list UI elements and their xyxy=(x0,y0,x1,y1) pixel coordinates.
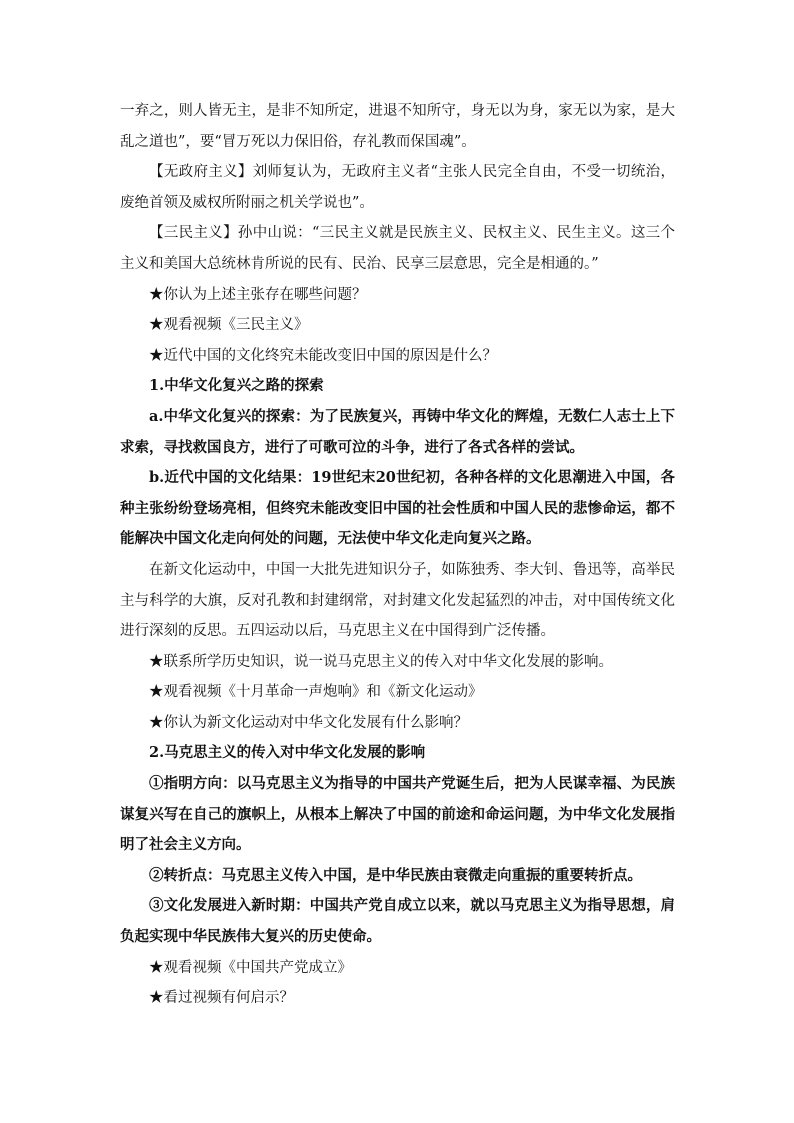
paragraph-three-principles: 【三民主义】孙中山说：“三民主义就是民族主义、民权主义、民生主义。这三个主义和美国大总统林肯所说的民有、民治、民享三层意思，完全是相通的。” xyxy=(120,225,675,272)
point-turning: ②转折点：马克思主义传入中国，是中华民族由衰微走向重振的重要转折点。 xyxy=(149,866,642,884)
section-heading-1: 1.中华文化复兴之路的探索 xyxy=(149,377,324,395)
paragraph-new-culture: 在新文化运动中，中国一大批先进知识分子，如陈独秀、李大钊、鲁迅等，高举民主与科学的大旗，反对孔教和封建纲常，对封建文化发起猛烈的冲击，对中国传统文化进行深刻的反思。五四运动以后，马克思主义在中国得到广泛传播。 xyxy=(120,561,675,640)
question-reason: ★近代中国的文化终究未能改变旧中国的原因是什么？ xyxy=(149,347,497,364)
video-prompt-october: ★观看视频《十月革命一声炮响》和《新文化运动》 xyxy=(149,684,483,701)
page-body xyxy=(120,96,675,1014)
point-new-period: ③文化发展进入新时期：中国共产党自成立以来，就以马克思主义为指导思想，肩负起实现中华民族伟大复兴的历史使命。 xyxy=(120,897,675,946)
question-problems: ★你认为上述主张存在哪些问题？ xyxy=(149,286,367,303)
point-b: b.近代中国的文化结果：19世纪末20世纪初，各种各样的文化思潮进入中国，各种主张纷纷登场亮相，但终究未能改变旧中国的社会性质和中国人民的悲惨命运，都不能解决中国文化走向何处的问题，无法使中华文化走向复兴之路。 xyxy=(120,469,675,548)
point-direction: ①指明方向：以马克思主义为指导的中国共产党诞生后，把为人民谋幸福、为民族谋复兴写在自己的旗帜上，从根本上解决了中国的前途和命运问题，为中华文化发展指明了社会主义方向。 xyxy=(120,775,675,854)
video-prompt-cpc: ★观看视频《中国共产党成立》 xyxy=(149,959,352,976)
paragraph-anarchism: 【无政府主义】刘师复认为，无政府主义者“主张人民完全自由，不受一切统治，废绝首领及威权所附丽之机关学说也”。 xyxy=(120,164,675,211)
video-prompt-three-principles: ★观看视频《三民主义》 xyxy=(149,317,309,334)
paragraph-continuation: 一弃之，则人皆无主，是非不知所定，进退不知所守，身无以为身，家无以为家，是大乱之道也”，要“冒万死以力保旧俗，存礼教而保国魂”。 xyxy=(120,103,675,150)
question-new-culture: ★你认为新文化运动对中华文化发展有什么影响？ xyxy=(149,714,468,731)
question-marxism-impact: ★联系所学历史知识，说一说马克思主义的传入对中华文化发展的影响。 xyxy=(149,653,613,670)
point-a: a.中华文化复兴的探索：为了民族复兴，再铸中华文化的辉煌，无数仁人志士上下求索，寻找救国良方，进行了可歌可泣的斗争，进行了各式各样的尝试。 xyxy=(120,407,675,456)
question-inspiration: ★看过视频有何启示？ xyxy=(149,990,294,1007)
section-heading-2: 2.马克思主义的传入对中华文化发展的影响 xyxy=(149,744,426,762)
